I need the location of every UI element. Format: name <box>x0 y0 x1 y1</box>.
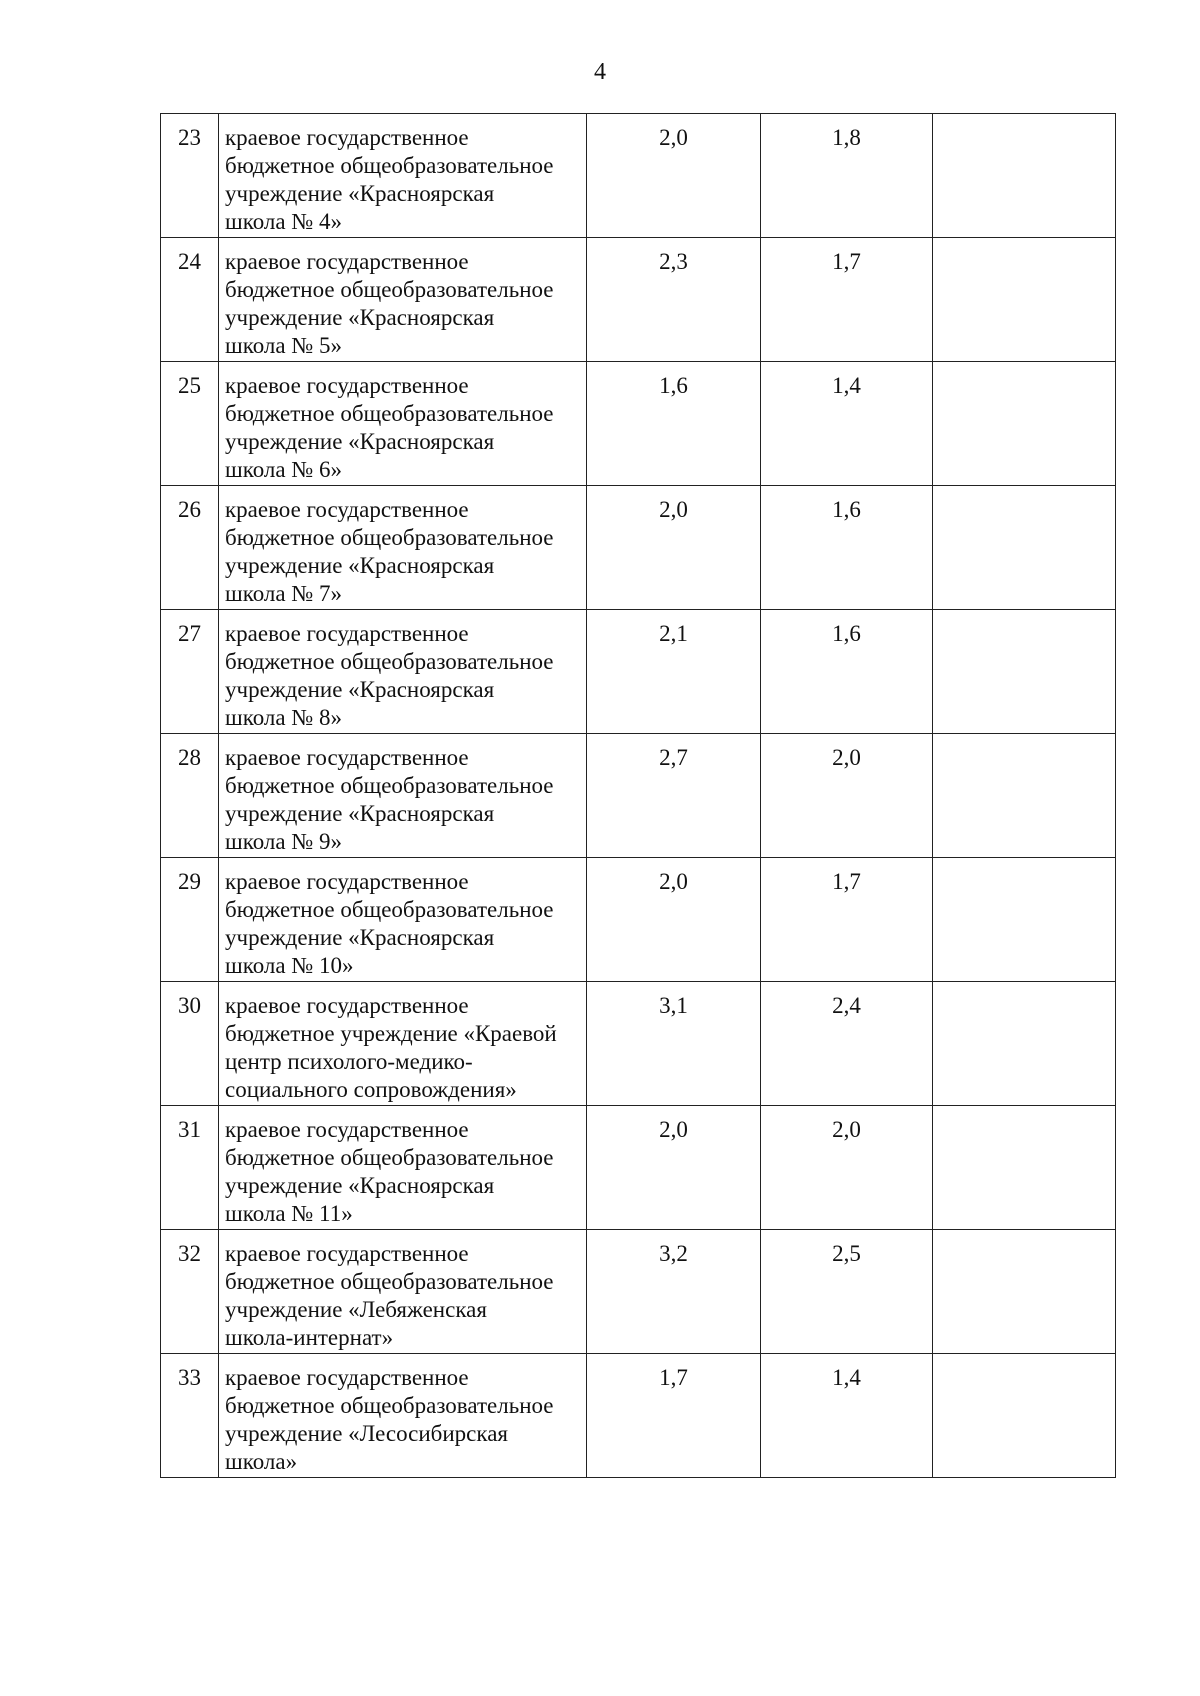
value-3 <box>933 1106 1116 1230</box>
value-3 <box>933 1230 1116 1354</box>
value-2: 1,7 <box>761 858 933 982</box>
value-1: 2,0 <box>587 114 761 238</box>
institution-name-line: бюджетное общеобразовательное <box>225 153 554 178</box>
institution-name-line: школа» <box>225 1449 298 1474</box>
institution-name-line: школа № 9» <box>225 829 343 854</box>
value-3 <box>933 486 1116 610</box>
table-row <box>161 238 1116 362</box>
institution-name-line: краевое государственное <box>225 1365 469 1390</box>
institution-name-line: бюджетное общеобразовательное <box>225 773 554 798</box>
row-number: 31 <box>161 1106 219 1230</box>
row-number: 23 <box>161 114 219 238</box>
table-row <box>161 1106 1116 1230</box>
row-number: 27 <box>161 610 219 734</box>
institutions-table <box>160 113 1116 1478</box>
institution-name-line: учреждение «Красноярская <box>225 925 495 950</box>
institution-name-line: учреждение «Красноярская <box>225 1173 495 1198</box>
institution-name-line: центр психолого-медико- <box>225 1049 473 1074</box>
institution-name-line: учреждение «Красноярская <box>225 553 495 578</box>
institution-name <box>219 1106 587 1230</box>
institution-name-line: школа № 4» <box>225 209 343 234</box>
value-1: 3,1 <box>587 982 761 1106</box>
institution-name-line: учреждение «Красноярская <box>225 305 495 330</box>
institution-name-line: краевое государственное <box>225 745 469 770</box>
institution-name-line: бюджетное общеобразовательное <box>225 1393 554 1418</box>
page-number: 4 <box>594 59 606 85</box>
institution-name-line: краевое государственное <box>225 1117 469 1142</box>
row-number: 33 <box>161 1354 219 1478</box>
value-1: 2,3 <box>587 238 761 362</box>
institution-name-line: социального сопровождения» <box>225 1077 517 1102</box>
institution-name <box>219 858 587 982</box>
institution-name <box>219 1354 587 1478</box>
institution-name-line: учреждение «Лесосибирская <box>225 1421 509 1446</box>
institution-name-line: бюджетное общеобразовательное <box>225 649 554 674</box>
value-2: 1,8 <box>761 114 933 238</box>
row-number: 32 <box>161 1230 219 1354</box>
institution-name <box>219 610 587 734</box>
row-number: 30 <box>161 982 219 1106</box>
institution-name-line: школа № 10» <box>225 953 354 978</box>
institution-name-line: краевое государственное <box>225 1241 469 1266</box>
table-row <box>161 610 1116 734</box>
institution-name-line: краевое государственное <box>225 249 469 274</box>
value-1: 1,6 <box>587 362 761 486</box>
value-1: 1,7 <box>587 1354 761 1478</box>
institution-name-line: бюджетное общеобразовательное <box>225 525 554 550</box>
institution-name-line: бюджетное общеобразовательное <box>225 277 554 302</box>
table-row <box>161 486 1116 610</box>
value-2: 1,7 <box>761 238 933 362</box>
table-row <box>161 362 1116 486</box>
institution-name <box>219 114 587 238</box>
value-2: 1,4 <box>761 1354 933 1478</box>
institution-name-line: краевое государственное <box>225 125 469 150</box>
institution-name-line: школа № 7» <box>225 581 343 606</box>
value-2: 1,4 <box>761 362 933 486</box>
value-2: 1,6 <box>761 486 933 610</box>
institution-name-line: школа № 5» <box>225 333 343 358</box>
value-2: 1,6 <box>761 610 933 734</box>
institution-name-line: учреждение «Красноярская <box>225 677 495 702</box>
institution-name-line: краевое государственное <box>225 869 469 894</box>
institution-name-line: учреждение «Красноярская <box>225 181 495 206</box>
institution-name-line: бюджетное общеобразовательное <box>225 1145 554 1170</box>
value-1: 2,0 <box>587 858 761 982</box>
value-3 <box>933 858 1116 982</box>
value-3 <box>933 362 1116 486</box>
table-row <box>161 1230 1116 1354</box>
institution-name-line: школа № 6» <box>225 457 343 482</box>
value-2: 2,4 <box>761 982 933 1106</box>
institution-name-line: школа № 11» <box>225 1201 353 1226</box>
value-1: 3,2 <box>587 1230 761 1354</box>
institution-name <box>219 982 587 1106</box>
value-3 <box>933 114 1116 238</box>
value-1: 2,7 <box>587 734 761 858</box>
value-1: 2,1 <box>587 610 761 734</box>
institution-name <box>219 238 587 362</box>
institution-name-line: бюджетное учреждение «Краевой <box>225 1021 557 1046</box>
institution-name <box>219 362 587 486</box>
institution-name-line: учреждение «Красноярская <box>225 429 495 454</box>
value-2: 2,0 <box>761 1106 933 1230</box>
institution-name-line: бюджетное общеобразовательное <box>225 897 554 922</box>
value-2: 2,0 <box>761 734 933 858</box>
table-row <box>161 982 1116 1106</box>
institution-name-line: краевое государственное <box>225 497 469 522</box>
institution-name-line: бюджетное общеобразовательное <box>225 1269 554 1294</box>
value-3 <box>933 610 1116 734</box>
table-row <box>161 734 1116 858</box>
table-body <box>161 114 1116 1478</box>
institution-name <box>219 734 587 858</box>
institution-name-line: бюджетное общеобразовательное <box>225 401 554 426</box>
value-2: 2,5 <box>761 1230 933 1354</box>
row-number: 24 <box>161 238 219 362</box>
institution-name-line: учреждение «Лебяженская <box>225 1297 487 1322</box>
institution-name <box>219 1230 587 1354</box>
institution-name-line: краевое государственное <box>225 621 469 646</box>
row-number: 25 <box>161 362 219 486</box>
value-3 <box>933 238 1116 362</box>
table-row <box>161 1354 1116 1478</box>
row-number: 28 <box>161 734 219 858</box>
table-row <box>161 858 1116 982</box>
institution-name-line: краевое государственное <box>225 373 469 398</box>
institution-name-line: школа № 8» <box>225 705 343 730</box>
institution-name-line: школа-интернат» <box>225 1325 394 1350</box>
value-3 <box>933 734 1116 858</box>
institution-name-line: учреждение «Красноярская <box>225 801 495 826</box>
table-row <box>161 114 1116 238</box>
institution-name <box>219 486 587 610</box>
value-1: 2,0 <box>587 1106 761 1230</box>
value-3 <box>933 982 1116 1106</box>
institution-name-line: краевое государственное <box>225 993 469 1018</box>
value-3 <box>933 1354 1116 1478</box>
row-number: 29 <box>161 858 219 982</box>
value-1: 2,0 <box>587 486 761 610</box>
row-number: 26 <box>161 486 219 610</box>
